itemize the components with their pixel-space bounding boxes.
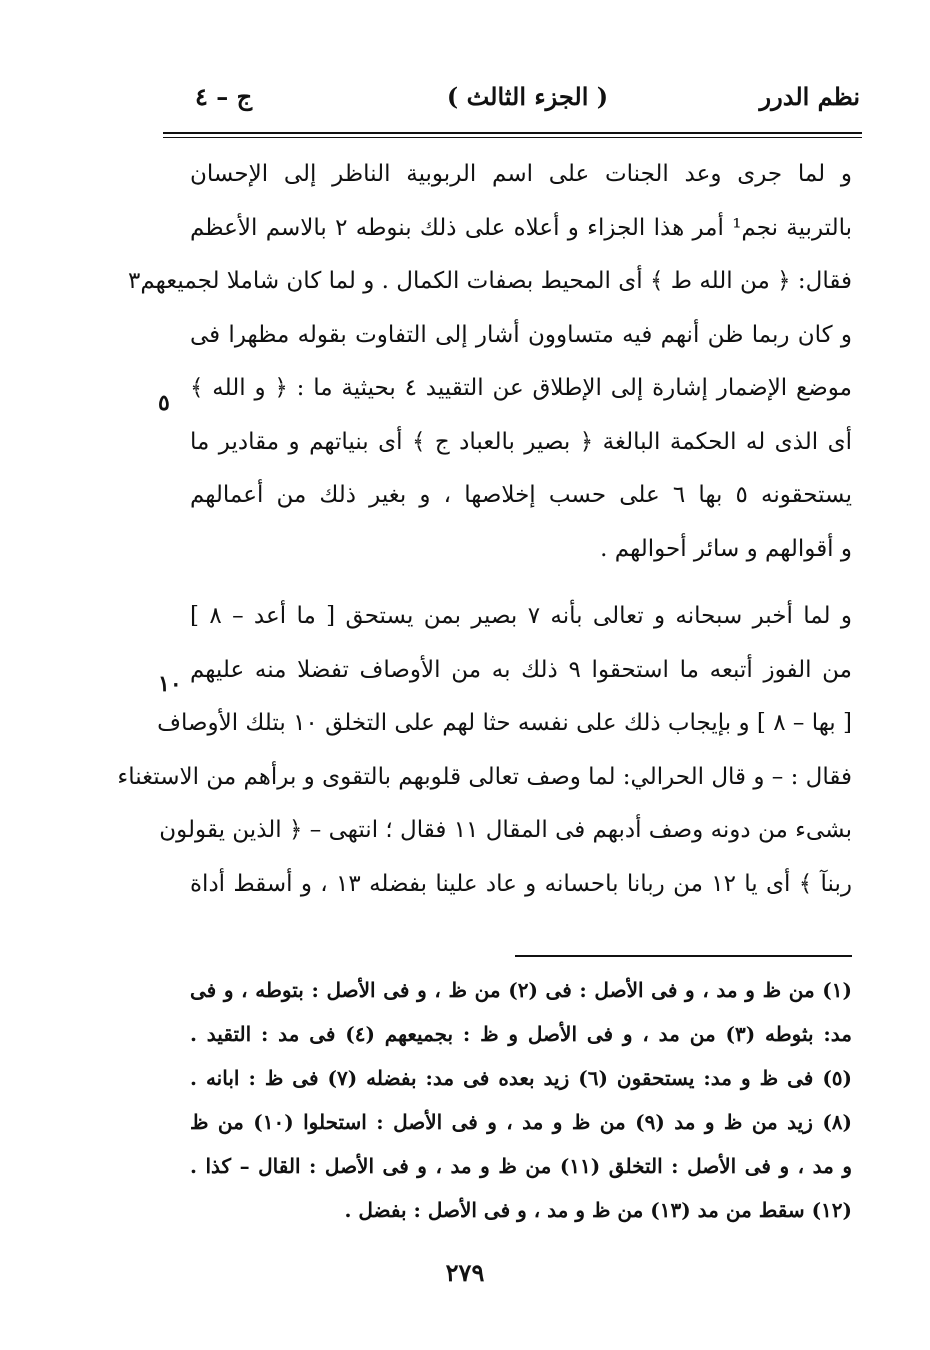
footnote-line: (١) من ظ و مد ، و فى الأصل : فى (٢) من ظ ، و فى الأصل : بتوطه ، و فى bbox=[190, 978, 852, 1002]
footnote-rule bbox=[515, 955, 852, 957]
text-line: فقال : – و قال الحرالي: لما وصف تعالى قلوبهم بالتقوى و برأهم من الاستغناء bbox=[117, 763, 852, 790]
line-number-10: ١٠ bbox=[158, 671, 182, 697]
book-title: نظم الدرر bbox=[759, 82, 860, 111]
header-rule-thin bbox=[163, 137, 862, 138]
footnote-line: و مد ، و فى الأصل : التخلق (١١) من ظ و مد ، و فى الأصل : القال – كذا . bbox=[190, 1154, 852, 1178]
text-line: بشىء من دونه وصف أدبهم فى المقال ١١ فقال ؛ انتهى – ﴿ الذين يقولون bbox=[159, 817, 852, 843]
text-line: و لما جرى وعد الجنات على اسم الربوبية الناظر إلى الإحسان bbox=[190, 161, 852, 187]
footnote-line: (٨) زيد من ظ و مد (٩) من ظ و مد ، و فى الأصل : استحلوا (١٠) من ظ bbox=[190, 1110, 852, 1134]
footnote-line: (١٢) سقط من مد (١٣) من ظ و مد ، و فى الأصل : بفضل . bbox=[344, 1198, 852, 1222]
text-line: فقال: ﴿ من الله ط ﴾ أى المحيط بصفات الكمال . و لما كان شاملا لجميعهم٣ bbox=[128, 268, 852, 294]
text-line: أى الذى له الحكمة البالغة ﴿ بصير بالعباد ج ﴾ أى بنياتهم و مقادير ما bbox=[190, 428, 852, 455]
text-line: و كان ربما ظن أنهم فيه متساوون أشار إلى التفاوت بقوله مظهرا فى bbox=[190, 321, 852, 348]
main-text bbox=[117, 148, 852, 911]
part-title: ( الجزء الثالث ) bbox=[446, 82, 609, 111]
running-header bbox=[195, 82, 860, 122]
header-rule bbox=[163, 132, 862, 134]
page-number: ٢٧٩ bbox=[445, 1258, 485, 1287]
text-line: يستحقونه ٥ بها ٦ على حسب إخلاصها ، و بغير ذلك من أعمالهم bbox=[190, 482, 852, 508]
footnotes bbox=[190, 968, 852, 1232]
text-line: بالتربية نجم¹ أمر هذا الجزاء و أعلاه على ذلك بنوطه ٢ بالاسم الأعظم bbox=[190, 214, 852, 241]
volume-label: ج – ٤ bbox=[195, 82, 253, 111]
text-line: و أقوالهم و سائر أحوالهم . bbox=[600, 535, 852, 562]
text-line: و لما أخبر سبحانه و تعالى بأنه ٧ بصير بمن يستحق [ ما أعد – ٨ ] bbox=[190, 603, 852, 629]
line-number-5: ٥ bbox=[158, 390, 170, 416]
footnote-line: (٥) فى ظ و مد: يستحقون (٦) زيد بعده فى مد: بفضله (٧) فى ظ : ابانه . bbox=[190, 1066, 852, 1090]
text-line: ربنآ ﴾ أى يا ١٢ من ربانا باحسانه و عاد علينا بفضله ١٣ ، و أسقط أداة bbox=[190, 870, 852, 897]
paragraph-gap bbox=[190, 576, 852, 590]
footnote-line: مد: بثوطه (٣) من مد ، و فى الأصل و ظ : بجميعهم (٤) فى مد : التقيد . bbox=[190, 1022, 852, 1046]
text-line: موضع الإضمار إشارة إلى الإطلاق عن التقييد ٤ بحيثية ما : ﴿ و الله ﴾ bbox=[190, 375, 852, 401]
text-line: [ بها – ٨ ] و بإيجاب ذلك على نفسه حثا لهم على التخلق ١٠ بتلك الأوصاف bbox=[157, 710, 852, 736]
text-line: من الفوز أتبعه ما استحقوا ٩ ذلك به من الأوصاف تفضلا منه عليهم bbox=[190, 656, 852, 683]
